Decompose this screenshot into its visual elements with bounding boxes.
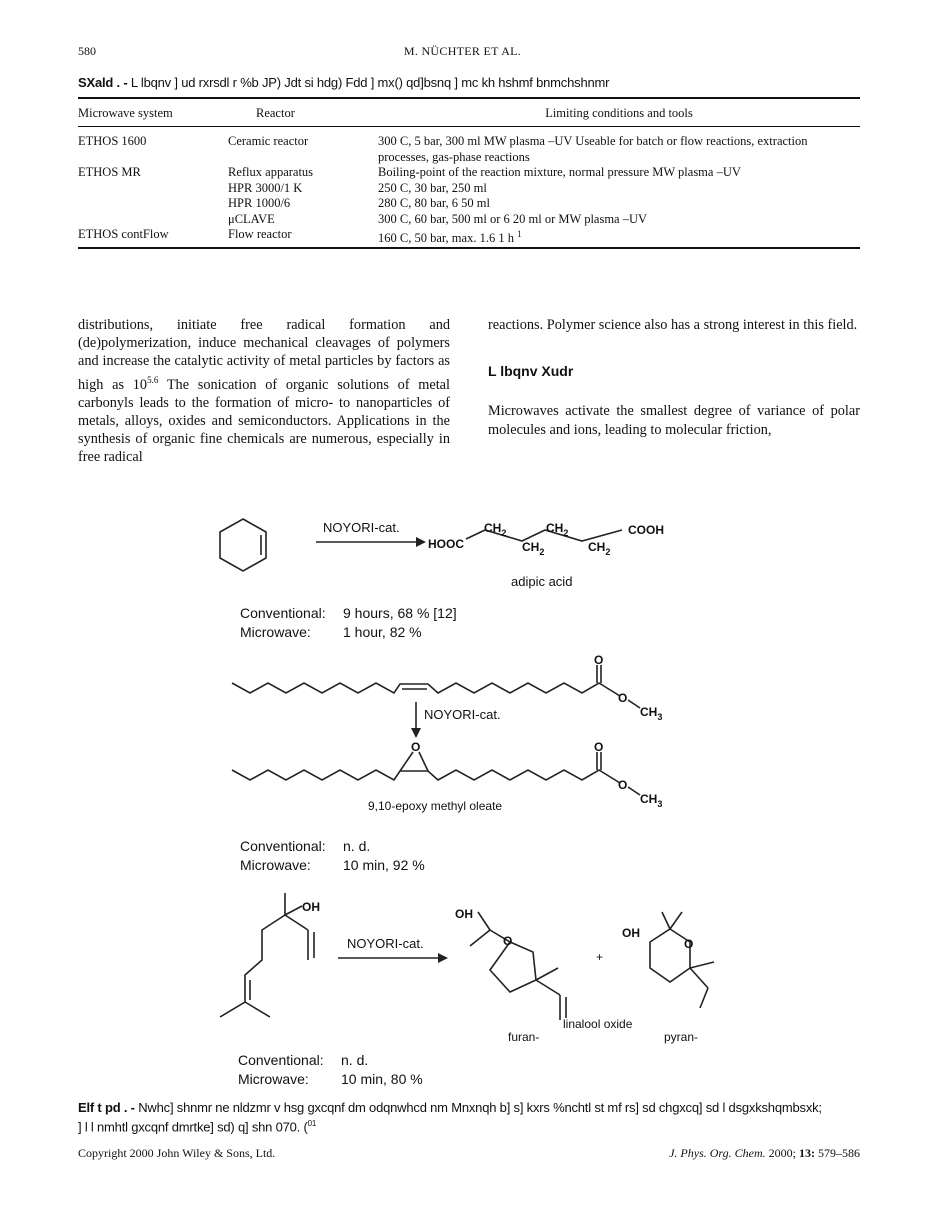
linalool-branch bbox=[245, 1002, 270, 1017]
body-left-text-b: The sonication of organic solutions of metal carbonyls leads to the formation of micro- to nanoparticles of metals, alloys, oxides and semiconductors. Applications in the synthesis of organic fine chemicals are numerous, especially in free radical bbox=[78, 376, 451, 466]
table-cell-sup: 1 bbox=[517, 229, 522, 239]
table-cell-conditions: 250 C, 30 bar, 250 ml bbox=[378, 180, 487, 195]
table-header-conditions: Limiting conditions and tools bbox=[545, 105, 693, 120]
r2-microwave-value: 10 min, 92 % bbox=[343, 857, 425, 873]
footer-citation bbox=[669, 1146, 860, 1161]
pyran-methyl bbox=[690, 962, 714, 968]
pyran-vinyl bbox=[690, 968, 708, 988]
ch2-label: $CH_2$ bbox=[588, 540, 611, 557]
table-header-reactor: Reactor bbox=[256, 105, 295, 120]
pyran-label: pyran- bbox=[664, 1030, 699, 1044]
pyran-vinyl-2 bbox=[700, 988, 708, 1008]
table-cell-reactor: Flow reactor bbox=[228, 227, 292, 241]
page-number: 580 bbox=[78, 44, 96, 58]
furan-cme2-b bbox=[470, 930, 490, 946]
linalool-oh-label: OH bbox=[302, 900, 320, 914]
ch2-label: $CH_2$ bbox=[546, 521, 569, 538]
furan-o-label: O bbox=[503, 934, 513, 948]
table-cell-conditions: 300 C, 60 bar, 500 ml or 6 20 ml or MW plasma –UV bbox=[378, 211, 648, 226]
table-cell-conditions: Boiling-point of the reaction mixture, normal pressure MW plasma –UV bbox=[378, 165, 741, 179]
cyclohexene-ring bbox=[220, 519, 266, 571]
section-heading: L lbqnv Xudr bbox=[488, 363, 574, 380]
r1-microwave-value: 1 hour, 82 % bbox=[343, 624, 422, 640]
cooh-label: COOH bbox=[628, 523, 664, 537]
table-header-system: Microwave system bbox=[78, 105, 173, 120]
table-caption-text: L lbqnv ] ud rxrsdl r %b JP) Jdt si hdg) Fdd ] mx() qd]bsnq ] mc kh hshmf bnmchshnmr bbox=[130, 75, 610, 90]
figure-caption-line-2: ] l l nmhtl gxcqnf dmrtke] sd) q] shn 070. ( bbox=[78, 1119, 308, 1135]
table-cell-conditions-text: 160 C, 50 bar, max. 1.6 1 h bbox=[378, 231, 514, 246]
pyran-me-a bbox=[662, 912, 670, 929]
table-cell-reactor: Ceramic reactor bbox=[228, 134, 309, 148]
r2-conventional-label: Conventional: bbox=[240, 838, 326, 854]
r3-conventional-label: Conventional: bbox=[238, 1052, 324, 1068]
table-caption-label: SXald . - bbox=[78, 75, 128, 90]
adipic-acid-label: adipic acid bbox=[511, 574, 573, 589]
linalool-skeleton bbox=[220, 893, 285, 1017]
linalool-vinyl bbox=[285, 915, 308, 930]
ch2-label: $CH_2$ bbox=[522, 540, 545, 557]
epoxy-bond-left bbox=[400, 752, 413, 771]
epoxy-o-label: O bbox=[594, 740, 604, 754]
catalyst-label-3: NOYORI-cat. bbox=[347, 936, 424, 951]
oleate-ester-o-label: O bbox=[618, 691, 628, 705]
footer-copyright: Copyright 2000 John Wiley & Sons, Ltd. bbox=[78, 1146, 276, 1160]
pyran-me-b bbox=[670, 912, 682, 929]
table-cell-system: ETHOS contFlow bbox=[78, 227, 169, 241]
r2-conventional-value: n. d. bbox=[343, 838, 371, 854]
figure-caption-label: Elf t pd . - bbox=[78, 1100, 135, 1115]
r1-conventional-value: 9 hours, 68 % [12] bbox=[343, 605, 457, 621]
arrow-head-1 bbox=[416, 537, 426, 547]
r3-microwave-value: 10 min, 80 % bbox=[341, 1071, 423, 1087]
catalyst-label-1: NOYORI-cat. bbox=[323, 520, 400, 535]
running-title: M. NÜCHTER ET AL. bbox=[403, 44, 522, 58]
pyran-oh-label: OH bbox=[622, 926, 640, 940]
r3-conventional-value: n. d. bbox=[341, 1052, 369, 1068]
furan-oh-label: OH bbox=[455, 907, 473, 921]
catalyst-label-2: NOYORI-cat. bbox=[424, 707, 501, 722]
body-left-sup: 5.6 bbox=[147, 374, 159, 385]
furan-vinyl bbox=[536, 980, 560, 995]
pyran-o-label: O bbox=[684, 937, 694, 951]
oleate-methyl-bond bbox=[628, 700, 640, 708]
figure-caption-line-1: Nwhc] shnmr ne nldzmr v hsg gxcqnf dm odqnwhcd nm Mnxnqh b] s] kxrs %nchtl st mf rs] sd chgxcq] sd l dsgxkshqmbsxk; bbox=[138, 1100, 822, 1115]
figure-caption-sup: 01 bbox=[307, 1119, 317, 1128]
epoxy-bond-right bbox=[419, 752, 428, 771]
r1-conventional-label: Conventional: bbox=[240, 605, 326, 621]
table-cell-system: ETHOS 1600 bbox=[78, 134, 147, 148]
arrow-head-3 bbox=[438, 953, 448, 963]
plus-sign: + bbox=[596, 950, 604, 964]
body-left-text-a: distributions, initiate free radical formation and (de)polymerization, induce mechanical cleavages of polymers and increase the catalytic activity of metal particles by factors as high as 10 bbox=[78, 317, 450, 393]
epoxy-oleate-label: 9,10-epoxy methyl oleate bbox=[368, 799, 503, 813]
furan-label: furan- bbox=[508, 1030, 540, 1044]
arrow-head-2 bbox=[411, 728, 421, 738]
footer-volume: 13: bbox=[799, 1146, 815, 1160]
oleate-o-label: O bbox=[594, 653, 604, 667]
oleate-ch3-label: $CH_3$ bbox=[640, 705, 663, 722]
epoxy-chain bbox=[232, 770, 620, 783]
table-cell-reactor: HPR 3000/1 K bbox=[228, 180, 303, 195]
epoxy-ester-o-label: O bbox=[618, 778, 628, 792]
r1-microwave-label: Microwave: bbox=[240, 624, 311, 640]
epoxy-methyl-bond bbox=[628, 787, 640, 795]
body-right-para-2: Microwaves activate the smallest degree of variance of polar molecules and ions, leading to molecular friction, bbox=[488, 403, 860, 438]
table-cell-conditions: 300 C, 5 bar, 300 ml MW plasma –UV Useable for batch or flow reactions, extraction processes, gas-phase reactions bbox=[378, 134, 808, 164]
body-right-para-1: reactions. Polymer science also has a strong interest in this field. bbox=[488, 317, 858, 333]
ch2-label: $CH_2$ bbox=[484, 521, 507, 538]
epoxide-o-label: O bbox=[411, 740, 421, 754]
figure-caption bbox=[78, 1100, 868, 1135]
table-cell-reactor: Reflux apparatus bbox=[228, 165, 314, 179]
furan-methyl bbox=[536, 968, 558, 980]
table-cell-reactor: HPR 1000/6 bbox=[228, 196, 291, 210]
footer-journal: J. Phys. Org. Chem. bbox=[669, 1146, 766, 1160]
furan-cme2-a bbox=[478, 912, 490, 930]
linalool-oh-bond bbox=[285, 906, 302, 915]
r3-microwave-label: Microwave: bbox=[238, 1071, 309, 1087]
footer-pages: 579–586 bbox=[815, 1146, 860, 1160]
table-cell-conditions: 280 C, 80 bar, 6 50 ml bbox=[378, 196, 490, 210]
epoxy-ch3-label: $CH_3$ bbox=[640, 792, 663, 809]
r2-microwave-label: Microwave: bbox=[240, 857, 311, 873]
table-cell-reactor: μCLAVE bbox=[228, 211, 275, 226]
footer-year: 2000; bbox=[765, 1146, 799, 1160]
hooc-label: HOOC bbox=[428, 537, 464, 551]
linalool-oxide-label: linalool oxide bbox=[563, 1017, 633, 1031]
table-cell-system: ETHOS MR bbox=[78, 165, 141, 179]
furan-ring bbox=[490, 942, 536, 992]
